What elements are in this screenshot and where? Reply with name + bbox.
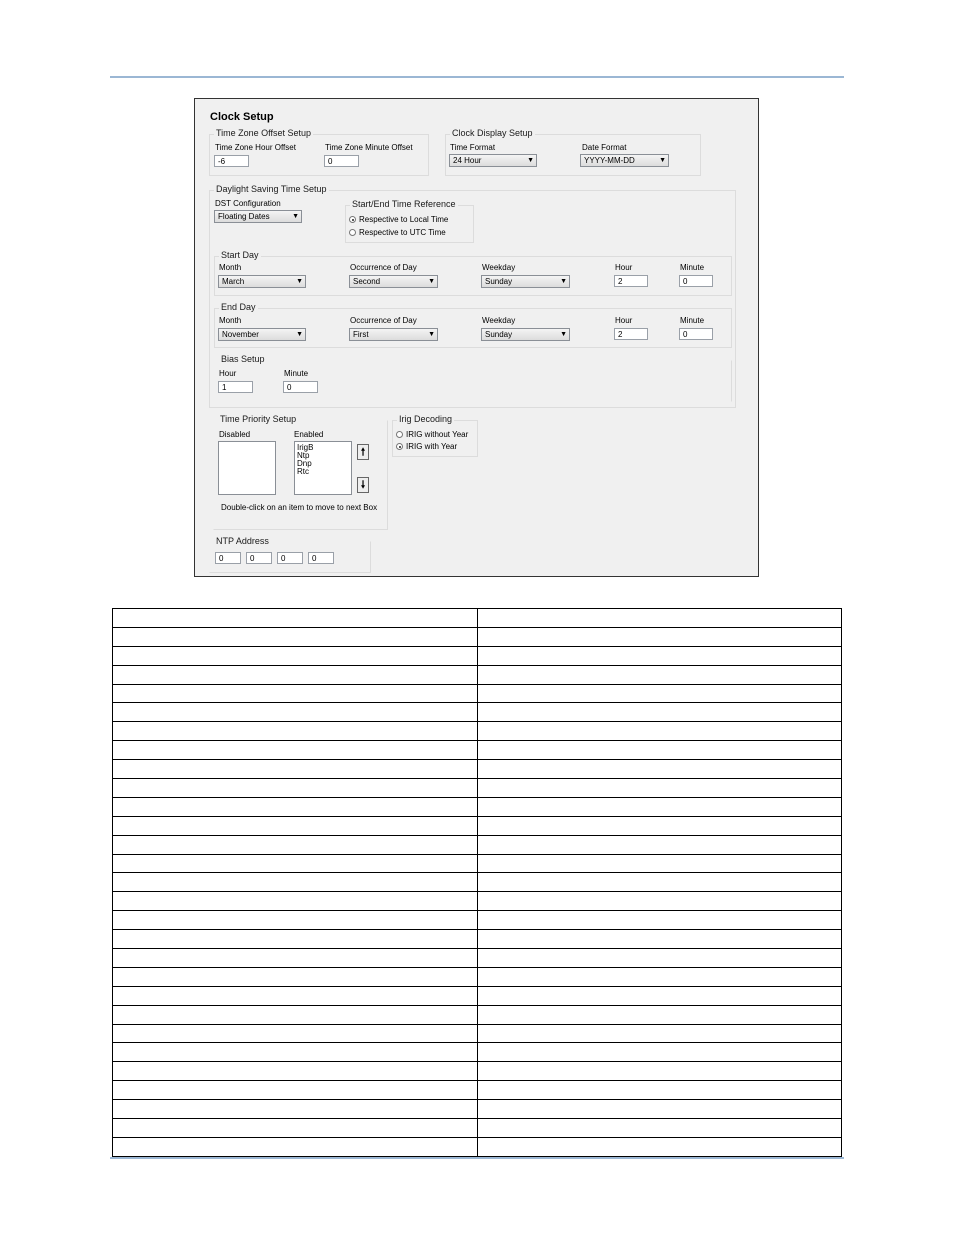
table-row — [113, 854, 842, 873]
irig-with-year-label: IRIG with Year — [406, 442, 458, 451]
priority-hint: Double-click on an item to move to next Box — [221, 503, 378, 512]
table-row — [113, 1024, 842, 1043]
list-item[interactable]: Ntp — [297, 451, 310, 460]
radio-empty-icon — [396, 431, 403, 438]
dst-config-select[interactable] — [214, 210, 302, 223]
time-format-value: 24 Hour — [453, 156, 482, 165]
table-row — [113, 1137, 842, 1156]
table-cell — [113, 949, 478, 968]
start-occurrence-label: Occurrence of Day — [350, 263, 417, 272]
radio-selected-icon — [349, 216, 356, 223]
table-row — [113, 911, 842, 930]
end-occurrence-value: First — [353, 330, 369, 339]
table-cell — [113, 741, 478, 760]
time-format-label: Time Format — [450, 143, 496, 152]
enabled-list[interactable] — [294, 441, 352, 495]
end-weekday-value: Sunday — [485, 330, 513, 339]
list-item[interactable]: IrigB — [297, 443, 314, 452]
dst-config-label: DST Configuration — [215, 199, 281, 208]
dst-config-value: Floating Dates — [218, 212, 270, 221]
table-cell — [477, 892, 842, 911]
tz-minute-input[interactable]: 0 — [324, 155, 359, 167]
table-row — [113, 760, 842, 779]
table-cell — [113, 779, 478, 798]
table-row — [113, 1005, 842, 1024]
table-cell — [477, 1081, 842, 1100]
table-cell — [113, 873, 478, 892]
chevron-down-icon: ▼ — [527, 157, 534, 164]
table-cell — [113, 1081, 478, 1100]
time-format-select[interactable] — [449, 154, 537, 167]
time-reference-group — [345, 199, 474, 243]
time-reference-title: Start/End Time Reference — [352, 199, 456, 209]
table-cell — [113, 854, 478, 873]
tz-hour-label: Time Zone Hour Offset — [215, 143, 296, 152]
ref-local-radio[interactable] — [349, 215, 448, 224]
table-cell — [113, 835, 478, 854]
date-format-value: YYYY-MM-DD — [584, 156, 635, 165]
ref-utc-label: Respective to UTC Time — [359, 228, 446, 237]
display-group-title: Clock Display Setup — [452, 128, 533, 138]
table-cell — [113, 1043, 478, 1062]
end-occurrence-label: Occurrence of Day — [350, 316, 417, 325]
table-row — [113, 722, 842, 741]
arrow-up-icon: 🠕 — [360, 447, 366, 458]
table-cell — [477, 779, 842, 798]
table-cell — [477, 684, 842, 703]
table-row — [113, 949, 842, 968]
table-cell — [113, 967, 478, 986]
start-occurrence-select[interactable] — [349, 275, 438, 288]
bottom-rule — [110, 1157, 844, 1159]
table-cell — [477, 722, 842, 741]
chevron-down-icon: ▼ — [296, 331, 303, 338]
table-row — [113, 741, 842, 760]
table-cell — [113, 684, 478, 703]
arrow-down-icon: 🠗 — [360, 480, 366, 491]
table-cell — [113, 703, 478, 722]
settings-table — [112, 608, 842, 1157]
table-cell — [477, 1119, 842, 1138]
table-cell — [113, 665, 478, 684]
disabled-label: Disabled — [219, 430, 251, 439]
ref-local-label: Respective to Local Time — [359, 215, 449, 224]
bias-hour-input[interactable]: 1 — [218, 381, 253, 393]
table-cell — [477, 816, 842, 835]
start-weekday-label: Weekday — [482, 263, 516, 272]
radio-selected-icon — [396, 443, 403, 450]
table-cell — [477, 665, 842, 684]
table-cell — [477, 797, 842, 816]
table-row — [113, 1119, 842, 1138]
end-hour-label: Hour — [615, 316, 633, 325]
table-row — [113, 1081, 842, 1100]
table-row — [113, 816, 842, 835]
start-month-label: Month — [219, 263, 242, 272]
irig-without-year-label: IRIG without Year — [406, 430, 469, 439]
clock-setup-window — [194, 98, 759, 577]
end-day-title: End Day — [221, 302, 256, 312]
bias-title: Bias Setup — [221, 354, 265, 364]
end-weekday-label: Weekday — [482, 316, 516, 325]
irig-without-year-radio[interactable] — [396, 430, 468, 439]
move-down-button[interactable] — [357, 477, 369, 493]
date-format-label: Date Format — [582, 143, 627, 152]
table-cell — [113, 1005, 478, 1024]
window-title: Clock Setup — [210, 111, 274, 123]
table-cell — [113, 760, 478, 779]
end-month-value: November — [222, 330, 259, 339]
dst-group-title: Daylight Saving Time Setup — [216, 184, 327, 194]
bias-minute-input[interactable]: 0 — [283, 381, 318, 393]
disabled-list[interactable] — [218, 441, 276, 495]
list-item[interactable]: Rtc — [297, 467, 309, 476]
table-cell — [477, 930, 842, 949]
irig-title: Irig Decoding — [399, 414, 453, 424]
timezone-group-title: Time Zone Offset Setup — [216, 128, 312, 138]
table-cell — [113, 1062, 478, 1081]
chevron-down-icon: ▼ — [292, 213, 299, 220]
ntp-octet-4[interactable]: 0 — [308, 552, 334, 564]
table-cell — [113, 1119, 478, 1138]
table-cell — [113, 646, 478, 665]
table-cell — [477, 1137, 842, 1156]
table-row — [113, 1043, 842, 1062]
bias-minute-label: Minute — [284, 369, 309, 378]
table-cell — [477, 703, 842, 722]
table-cell — [477, 911, 842, 930]
end-weekday-select[interactable] — [481, 328, 570, 341]
end-hour-input[interactable]: 2 — [614, 328, 648, 340]
table-cell — [113, 930, 478, 949]
table-cell — [113, 911, 478, 930]
start-hour-input[interactable]: 2 — [614, 275, 648, 287]
table-cell — [113, 1100, 478, 1119]
table-cell — [477, 1062, 842, 1081]
date-format-select[interactable] — [580, 154, 669, 167]
start-day-title: Start Day — [221, 250, 259, 260]
table-row — [113, 930, 842, 949]
table-row — [113, 1062, 842, 1081]
settings-table-body — [113, 609, 842, 1157]
ntp-title: NTP Address — [216, 536, 269, 546]
table-cell — [477, 1100, 842, 1119]
ntp-octet-3[interactable]: 0 — [277, 552, 303, 564]
table-row — [113, 703, 842, 722]
table-cell — [113, 1024, 478, 1043]
table-row — [113, 797, 842, 816]
table-cell — [477, 967, 842, 986]
table-cell — [477, 949, 842, 968]
table-row — [113, 1100, 842, 1119]
chevron-down-icon: ▼ — [428, 331, 435, 338]
table-row — [113, 665, 842, 684]
table-cell — [477, 835, 842, 854]
table-cell — [477, 646, 842, 665]
chevron-down-icon: ▼ — [560, 331, 567, 338]
table-row — [113, 627, 842, 646]
table-cell — [477, 609, 842, 628]
chevron-down-icon: ▼ — [659, 157, 666, 164]
bias-hour-label: Hour — [219, 369, 237, 378]
tz-minute-label: Time Zone Minute Offset — [325, 143, 413, 152]
tz-hour-input[interactable]: -6 — [214, 155, 249, 167]
table-cell — [477, 741, 842, 760]
chevron-down-icon: ▼ — [560, 278, 567, 285]
table-row — [113, 684, 842, 703]
start-weekday-value: Sunday — [485, 277, 513, 286]
table-cell — [477, 627, 842, 646]
table-cell — [477, 1005, 842, 1024]
start-hour-label: Hour — [615, 263, 633, 272]
table-row — [113, 609, 842, 628]
table-cell — [113, 797, 478, 816]
end-minute-label: Minute — [680, 316, 705, 325]
table-cell — [477, 1043, 842, 1062]
end-occurrence-select[interactable] — [349, 328, 438, 341]
ntp-octet-2[interactable]: 0 — [246, 552, 272, 564]
list-item[interactable]: Dnp — [297, 459, 312, 468]
chevron-down-icon: ▼ — [428, 278, 435, 285]
end-month-select[interactable] — [218, 328, 306, 341]
table-cell — [477, 986, 842, 1005]
table-row — [113, 967, 842, 986]
table-cell — [113, 609, 478, 628]
table-cell — [113, 627, 478, 646]
table-row — [113, 873, 842, 892]
priority-title: Time Priority Setup — [220, 414, 297, 424]
radio-empty-icon — [349, 229, 356, 236]
chevron-down-icon: ▼ — [296, 278, 303, 285]
table-row — [113, 779, 842, 798]
start-minute-input[interactable]: 0 — [679, 275, 713, 287]
top-rule — [110, 76, 844, 78]
start-minute-label: Minute — [680, 263, 705, 272]
enabled-label: Enabled — [294, 430, 324, 439]
table-row — [113, 892, 842, 911]
table-cell — [477, 760, 842, 779]
ntp-octet-1[interactable]: 0 — [215, 552, 241, 564]
table-row — [113, 835, 842, 854]
move-up-button[interactable] — [357, 444, 369, 460]
table-cell — [113, 986, 478, 1005]
end-month-label: Month — [219, 316, 242, 325]
table-cell — [113, 722, 478, 741]
start-month-select[interactable] — [218, 275, 306, 288]
table-cell — [477, 873, 842, 892]
table-row — [113, 646, 842, 665]
start-weekday-select[interactable] — [481, 275, 570, 288]
ref-utc-radio[interactable] — [349, 228, 446, 237]
start-month-value: March — [222, 277, 245, 286]
end-minute-input[interactable]: 0 — [679, 328, 713, 340]
irig-with-year-radio[interactable] — [396, 442, 457, 451]
table-cell — [477, 854, 842, 873]
table-cell — [113, 1137, 478, 1156]
start-occurrence-value: Second — [353, 277, 381, 286]
table-cell — [113, 892, 478, 911]
table-cell — [477, 1024, 842, 1043]
table-cell — [113, 816, 478, 835]
table-row — [113, 986, 842, 1005]
